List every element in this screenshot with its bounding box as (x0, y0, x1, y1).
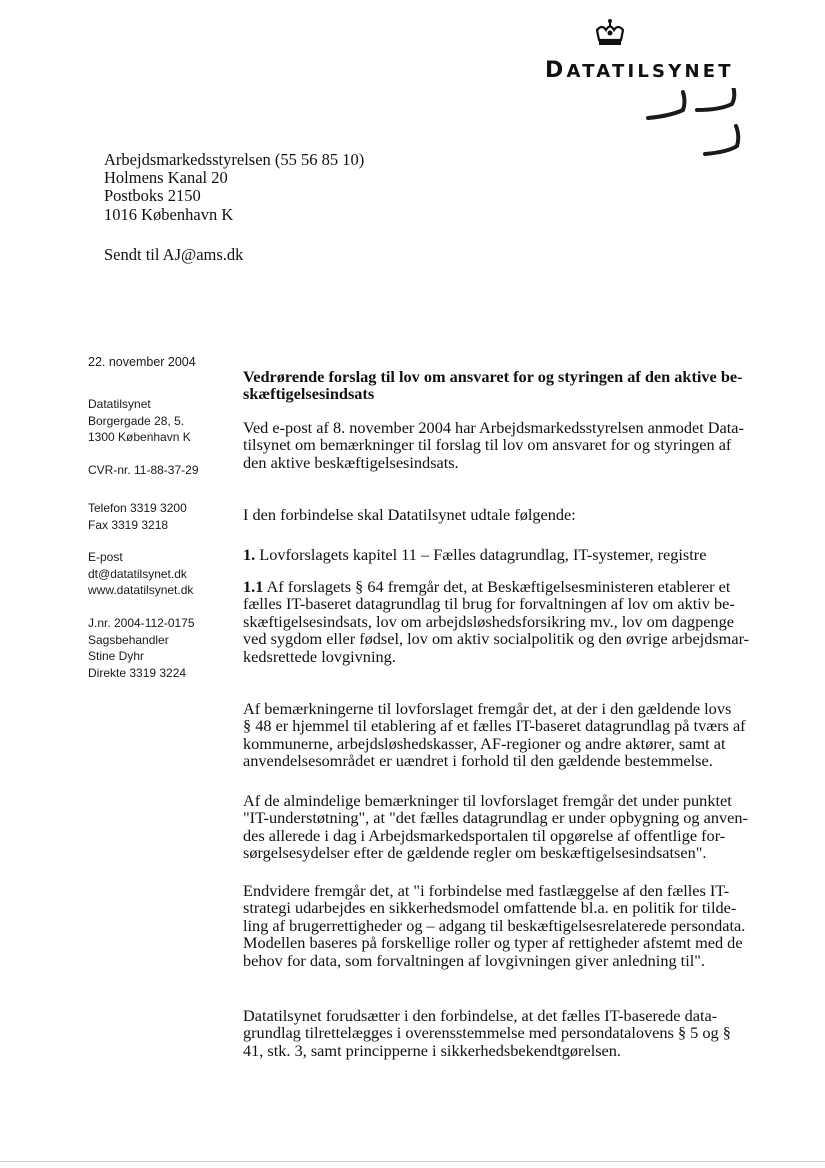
section-heading (243, 546, 783, 563)
sender-address (88, 396, 191, 446)
sender-line: Datatilsynet (88, 397, 151, 411)
text-line: kedsrettede lovgivning. (243, 646, 396, 666)
case-number: J.nr. 2004-112-0175 (88, 616, 195, 630)
handwritten-marks (640, 88, 760, 168)
text-line: Vedrørende forslag til lov om ansvaret for og styringen af den aktive be- (243, 367, 743, 386)
text-line: den aktive beskæftigelsesindsats. (243, 452, 459, 472)
direct-phone: Direkte 3319 3224 (88, 665, 187, 680)
email-address: dt@datatilsynet.dk (88, 566, 187, 581)
text-line: Endvidere fremgår det, at "i forbindelse med fastlæggelse af den fælles IT- (243, 881, 730, 900)
section-number: 1. (243, 545, 256, 564)
section-title: Lovforslagets kapitel 11 – Fælles datagrundlag, IT-systemer, registre (255, 545, 707, 564)
case-handler-label: Sagsbehandler (88, 632, 169, 647)
website: www.datatilsynet.dk (88, 583, 194, 597)
paragraph (243, 506, 783, 523)
text-line: Modellen baseres på forskellige roller og typer af rettigheder afstemt med de (243, 933, 743, 953)
email-label: E-post (88, 550, 123, 564)
text-line: grundlag tilrettelægges i overensstemmelse med persondatalovens § 5 og § (243, 1023, 731, 1043)
text-line: tilsynet om bemærkninger til forslag til lov om ansvaret for og styringen af (243, 435, 732, 455)
phone: Telefon 3319 3200 (88, 501, 187, 515)
text-line: Af forslagets § 64 fremgår det, at Beskæftigelsesministeren etablerer et (263, 577, 731, 596)
text-line: sørgelsesydelser efter de gældende regler om beskæftigelsesindsatsen". (243, 843, 707, 863)
text-line: skæftigelsesindsats (243, 384, 375, 404)
datatilsynet-logo: DATATILSYNET (545, 58, 734, 83)
recipient-address (104, 151, 364, 224)
text-line: ling af brugerrettigheder og – adgang til beskæftigelsesrelaterede persondata. (243, 915, 746, 935)
address-line: Postboks 2150 (104, 186, 201, 206)
text-line: kommunerne, arbejdsløshedskasser, AF-regioner og andre aktører, samt at (243, 733, 726, 753)
letter-date: 22. november 2004 (88, 355, 196, 369)
case-block (88, 615, 195, 681)
fax: Fax 3319 3218 (88, 517, 169, 532)
text-line: Af bemærkningerne til lovforslaget fremgår det, at der i den gældende lovs (243, 699, 732, 718)
sent-to: Sendt til AJ@ams.dk (104, 245, 244, 264)
address-line: Arbejdsmarkedsstyrelsen (55 56 85 10) (104, 150, 365, 169)
scan-edge (0, 1161, 825, 1162)
phone-block (88, 500, 187, 533)
text-line: skæftigelsesindsats, lov om arbejdsløshedsforsikring mv., lov om dagpenge (243, 611, 734, 631)
crown-logo-icon (593, 18, 627, 48)
text-line: Af de almindelige bemærkninger til lovforslaget fremgår det under punktet (243, 791, 732, 810)
subsection-number: 1.1 (243, 577, 264, 596)
text-line: Ved e-post af 8. november 2004 har Arbejdsmarkedsstyrelsen anmodet Data- (243, 418, 744, 437)
paragraph (243, 700, 783, 770)
paragraph (243, 882, 783, 969)
paragraph-1-1 (243, 578, 783, 665)
sender-line: 1300 København K (88, 430, 191, 444)
text-line: behov for data, som forvaltningen af lovgivningen giver anledning til". (243, 950, 705, 970)
case-handler-name: Stine Dyhr (88, 649, 145, 663)
paragraph (243, 1007, 783, 1059)
text-line: Datatilsynet forudsætter i den forbindelse, at det fælles IT-baserede data- (243, 1006, 718, 1025)
text-line: des allerede i dag i Arbejdsmarkedsportalen til opgørelse af offentlige for- (243, 825, 726, 845)
paragraph (243, 419, 783, 471)
text-line: strategi udarbejdes en sikkerhedsmodel omfattende bl.a. en politik for tilde- (243, 898, 737, 918)
cvr-number: CVR-nr. 11-88-37-29 (88, 463, 199, 477)
paragraph (243, 792, 783, 862)
text-line: "IT-understøtning", at "det fælles datagrundlag er under opbygning og anven- (243, 808, 748, 828)
address-line: 1016 København K (104, 204, 234, 224)
address-line: Holmens Kanal 20 (104, 168, 228, 188)
text-line: 41, stk. 3, samt principperne i sikkerhedsbekendtgørelsen. (243, 1040, 621, 1060)
sender-line: Borgergade 28, 5. (88, 413, 185, 428)
text-line: I den forbindelse skal Datatilsynet udtale følgende: (243, 505, 576, 524)
email-block (88, 549, 193, 599)
text-line: ved sygdom eller fødsel, lov om aktiv socialpolitik og den øvrige arbejdsmar- (243, 629, 750, 649)
subject (243, 368, 783, 403)
text-line: anvendelsesområdet er uændret i forhold til den gældende bestemmelse. (243, 751, 713, 771)
text-line: § 48 er hjemmel til etablering af et fælles IT-baseret datagrundlag på tværs af (243, 716, 746, 736)
text-line: fælles IT-baseret datagrundlag til brug for forvaltningen af lov om aktiv be- (243, 594, 735, 614)
